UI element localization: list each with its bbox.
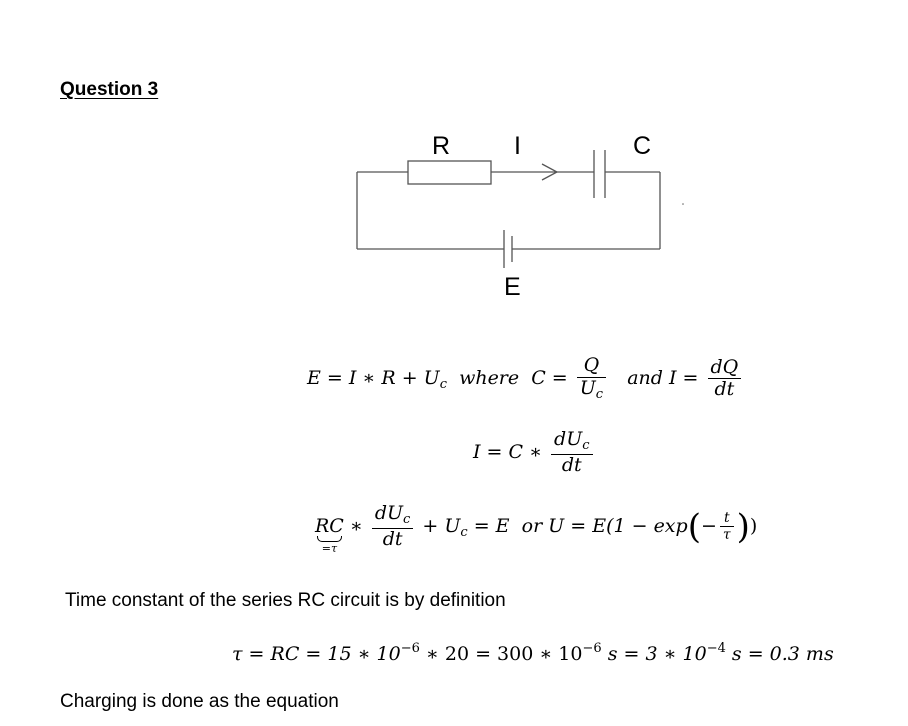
label-c: C	[633, 132, 652, 160]
label-r: R	[432, 132, 451, 160]
label-e: E	[504, 273, 521, 301]
equation-current: I = C ∗ $\frac{dU_c}{dt}$	[473, 429, 596, 477]
question-heading: Question 3	[60, 79, 159, 100]
label-i: I	[514, 132, 521, 160]
time-constant-text: Time constant of the series RC circuit is by definition	[65, 590, 506, 611]
equation-kirchhoff: E = I ∗ $R + U_c$ where C = $\frac{Q}{U_c}$ and I = $\frac{dQ}{dt}$	[307, 355, 744, 403]
rc-circuit-diagram	[0, 0, 908, 310]
charging-text: Charging is done as the equation	[60, 691, 339, 712]
resistor	[408, 161, 491, 184]
equation-tau: τ = RC = 15 ∗ $10^{-6}$ ∗ 20 = 300 ∗ $10^{-6}$ s = 3 ∗ $10^{-4}$ s = 0.3 ms	[232, 641, 834, 665]
equation-differential: RC =τ ∗ $\frac{dU_c}{dt}$ + $U_c = E$ or U = E(1 − exp(− $\frac{t}{\tau}$ ))	[315, 502, 758, 555]
